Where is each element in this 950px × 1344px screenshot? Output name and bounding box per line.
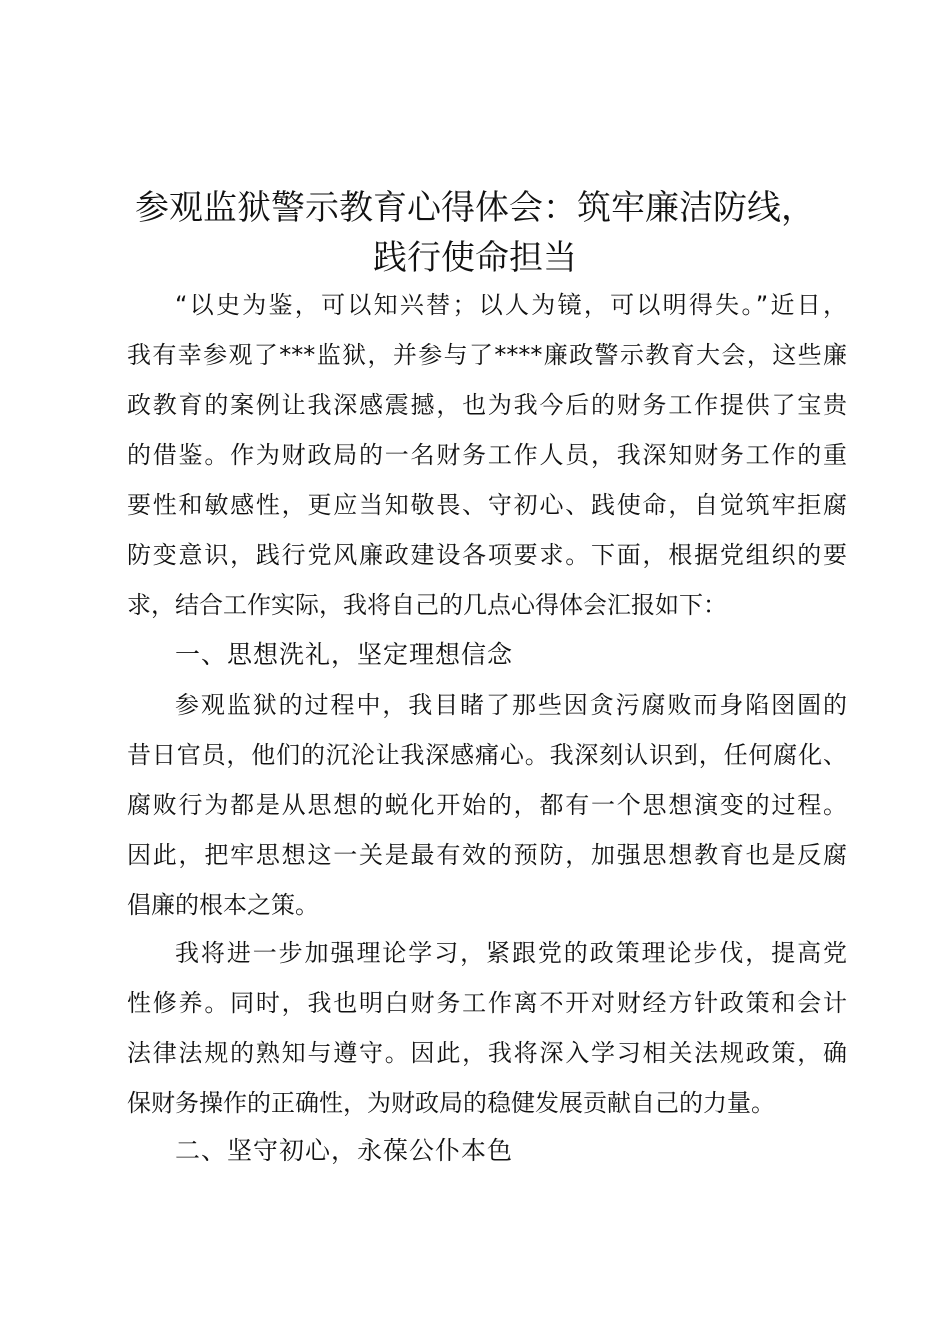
paragraph-line: 的借鉴。作为财政局的一名财务工作人员，我深知财务工作的重 (127, 441, 847, 469)
document-title-line-2: 践行使命担当 (373, 238, 577, 278)
paragraph-section1-a (127, 680, 847, 930)
paragraph-line: 政教育的案例让我深感震撼，也为我今后的财务工作提供了宝贵 (127, 391, 847, 419)
paragraph-line: 因此，把牢思想这一关是最有效的预防，加强思想教育也是反腐 (127, 841, 847, 869)
paragraph-intro (127, 280, 847, 630)
paragraph-line: “以史为鉴，可以知兴替；以人为镜，可以明得失。”近日， (175, 291, 847, 319)
paragraph-line: 我将进一步加强理论学习，紧跟党的政策理论步伐，提高党 (175, 939, 847, 967)
section-heading-2 (127, 1126, 847, 1176)
paragraph-line: 性修养。同时，我也明白财务工作离不开对财经方针政策和会计 (127, 989, 847, 1017)
paragraph-line: 昔日官员，他们的沉沦让我深感痛心。我深刻认识到，任何腐化、 (127, 741, 847, 769)
paragraph-line: 求，结合工作实际，我将自己的几点心得体会汇报如下： (127, 591, 727, 619)
paragraph-line: 腐败行为都是从思想的蜕化开始的，都有一个思想演变的过程。 (127, 791, 847, 819)
paragraph-line: 我有幸参观了***监狱，并参与了****廉政警示教育大会，这些廉 (127, 341, 847, 369)
document-title-line-1: 参观监狱警示教育心得体会：筑牢廉洁防线， (135, 188, 815, 228)
section-heading-text: 一、思想洗礼，坚定理想信念 (175, 640, 514, 669)
section-heading-1 (127, 630, 847, 680)
paragraph-line: 保财务操作的正确性，为财政局的稳健发展贡献自己的力量。 (127, 1089, 775, 1117)
paragraph-line: 参观监狱的过程中，我目睹了那些因贪污腐败而身陷囹圄的 (175, 691, 847, 719)
paragraph-section1-b (127, 928, 847, 1128)
paragraph-line: 法律法规的熟知与遵守。因此，我将深入学习相关法规政策，确 (127, 1039, 847, 1067)
section-heading-text: 二、坚守初心，永葆公仆本色 (175, 1136, 514, 1165)
paragraph-line: 要性和敏感性，更应当知敬畏、守初心、践使命，自觉筑牢拒腐 (127, 491, 847, 519)
paragraph-line: 倡廉的根本之策。 (127, 891, 319, 919)
paragraph-line: 防变意识，践行党风廉政建设各项要求。下面，根据党组织的要 (127, 541, 847, 569)
